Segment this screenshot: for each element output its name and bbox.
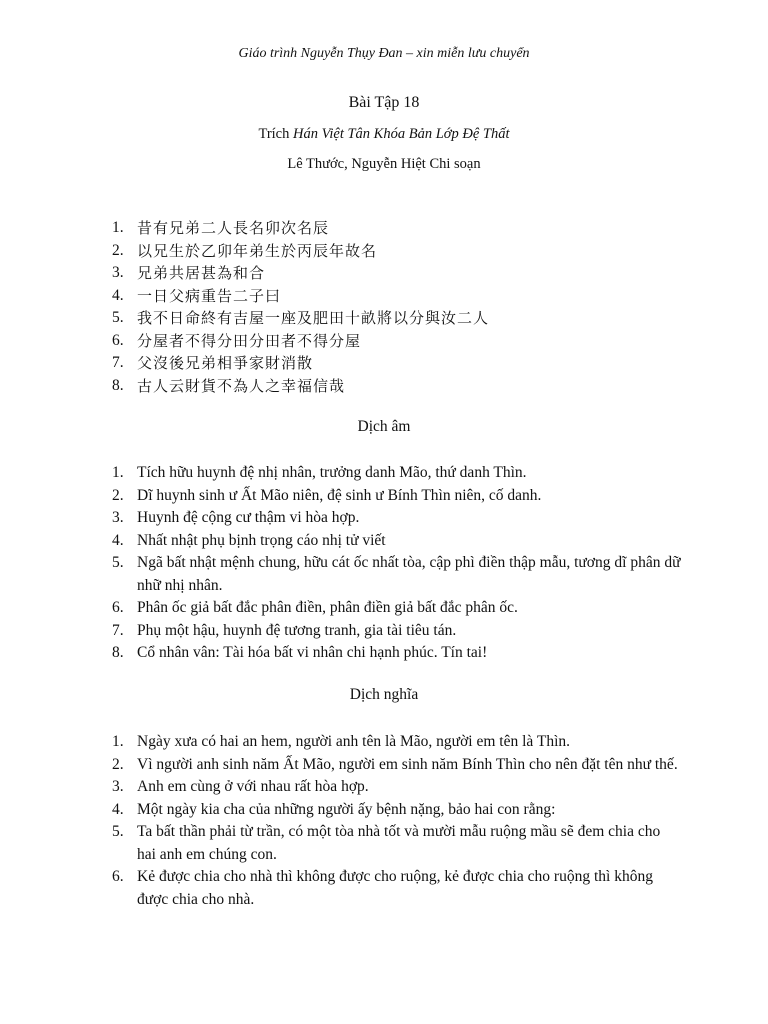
line-number: 3. — [112, 778, 124, 795]
line-number: 4. — [112, 800, 124, 818]
line-number: 3. — [112, 264, 124, 281]
line-text: Một ngày kia cha của những người ấy bệnh nặng, bảo hai con rằng: — [137, 800, 556, 818]
han-line — [112, 307, 682, 330]
line-number: 6. — [112, 868, 124, 885]
han-line-text: 昔有兄弟二人長名卯次名辰 — [137, 219, 330, 237]
han-line — [112, 262, 682, 285]
line-number: 5. — [112, 554, 124, 571]
line-number: 6. — [112, 599, 124, 616]
transliteration-line — [112, 462, 682, 485]
transliteration-line — [112, 530, 682, 553]
line-number: 2. — [112, 241, 124, 259]
line-text: Tích hữu huynh đệ nhị nhân, trưởng danh Mão, thứ danh Thìn. — [137, 464, 527, 481]
line-number: 8. — [112, 376, 124, 394]
line-text: Vì người anh sinh năm Ất Mão, người em sinh năm Bính Thìn cho nên đặt tên như thế. — [137, 755, 678, 773]
line-text: Dĩ huynh sinh ư Ất Mão niên, đệ sinh ư Bính Thìn niên, cố danh. — [137, 486, 542, 504]
line-text: Ngày xưa có hai an hem, người anh tên là Mão, người em tên là Thìn. — [137, 733, 571, 750]
transliteration-line — [112, 507, 682, 530]
transliteration-line — [112, 642, 682, 665]
han-line-text: 一日父病重告二子曰 — [137, 286, 282, 305]
line-number: 7. — [112, 621, 124, 639]
han-line-text: 古人云財貨不為人之幸福信哉 — [137, 376, 346, 395]
line-number: 5. — [112, 823, 124, 840]
line-number: 2. — [112, 486, 124, 504]
translation-line — [112, 821, 682, 866]
transliteration-line — [112, 597, 682, 620]
line-text: Anh em cùng ở với nhau rất hòa hợp. — [137, 778, 369, 795]
line-text: Ngã bất nhật mệnh chung, hữu cát ốc nhất tòa, cập phì điền thập mẫu, tương dĩ phân dữ nhữ nhị nhân. — [137, 554, 681, 594]
translation-line — [112, 776, 682, 799]
translation-list — [112, 731, 682, 911]
han-line — [112, 285, 682, 308]
exercise-title: Bài Tập 18 — [348, 94, 420, 111]
han-line-text: 兄弟共居甚為和合 — [137, 264, 266, 282]
transliteration-line — [112, 485, 682, 508]
translation-line — [112, 799, 682, 822]
line-number: 7. — [112, 354, 124, 371]
han-text-list — [112, 217, 682, 397]
han-line-text: 以兄生於乙卯年弟生於丙辰年故名 — [137, 241, 378, 260]
section-heading-translation: Dịch nghĩa — [349, 686, 419, 703]
translation-line — [112, 754, 682, 777]
transliteration-line — [112, 620, 682, 643]
han-line — [112, 330, 682, 353]
transliteration-line — [112, 552, 682, 597]
han-line-text: 父沒後兄弟相爭家財消散 — [137, 354, 314, 372]
han-line-text: 分屋者不得分田分田者不得分屋 — [137, 331, 362, 350]
line-text: Huynh đệ cộng cư thậm vi hòa hợp. — [137, 509, 360, 526]
han-line — [112, 375, 682, 398]
authors-line: Lê Thước, Nguyễn Hiệt Chi soạn — [287, 156, 481, 172]
han-line — [112, 352, 682, 375]
line-number: 1. — [112, 733, 124, 750]
source-line — [0, 126, 768, 143]
line-number: 2. — [112, 755, 124, 773]
line-number: 4. — [112, 286, 124, 304]
translation-line — [112, 731, 682, 754]
line-text: Cổ nhân vân: Tài hóa bất vi nhân chi hạnh phúc. Tín tai! — [137, 644, 488, 661]
line-text: Phụ một hậu, huynh đệ tương tranh, gia tài tiêu tán. — [137, 621, 457, 639]
line-text: Kẻ được chia cho nhà thì không được cho ruộng, kẻ được chia cho ruộng thì không được chia cho nhà. — [137, 868, 653, 908]
page-header: Giáo trình Nguyễn Thụy Đan – xin miễn lưu chuyển — [238, 46, 530, 61]
section-heading-transliteration: Dịch âm — [357, 418, 411, 435]
source-book-title: Hán Việt Tân Khóa Bản Lớp Đệ Thất — [292, 126, 510, 142]
han-line-text: 我不日命終有吉屋一座及肥田十畝將以分與汝二人 — [137, 309, 490, 327]
line-number: 3. — [112, 509, 124, 526]
line-number: 1. — [112, 464, 124, 481]
line-text: Ta bất thần phải từ trần, có một tòa nhà tốt và mười mẫu ruộng mầu sẽ đem chia cho hai anh em chúng con. — [137, 823, 661, 863]
line-number: 1. — [112, 219, 124, 236]
han-line — [112, 240, 682, 263]
transliteration-list — [112, 462, 682, 665]
line-number: 6. — [112, 331, 124, 349]
han-line — [112, 217, 682, 240]
line-number: 8. — [112, 644, 124, 661]
line-text: Nhất nhật phụ bịnh trọng cáo nhị tử viết — [137, 531, 386, 549]
translation-line — [112, 866, 682, 911]
line-number: 5. — [112, 309, 124, 326]
line-text: Phân ốc giả bất đắc phân điền, phân điền giả bất đắc phân ốc. — [137, 599, 518, 616]
source-prefix: Trích — [258, 126, 293, 142]
line-number: 4. — [112, 531, 124, 549]
